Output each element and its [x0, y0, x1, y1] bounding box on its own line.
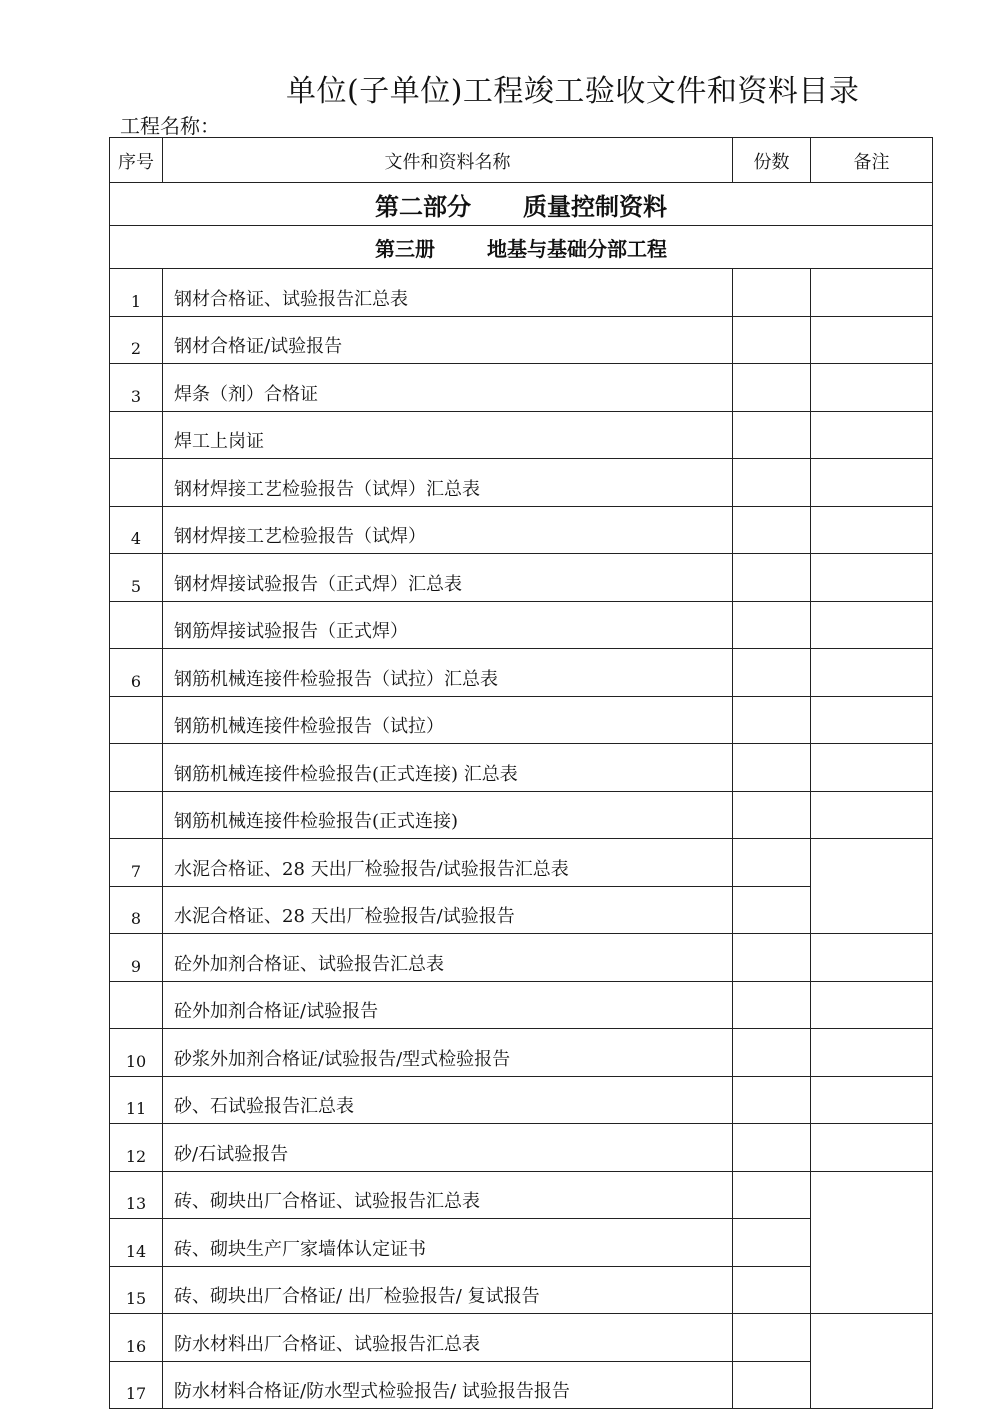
row-copies-cell	[733, 1266, 811, 1314]
row-remarks-cell	[811, 649, 933, 697]
row-remarks-cell	[811, 1076, 933, 1124]
row-copies-cell	[733, 364, 811, 412]
table-row	[110, 1029, 933, 1077]
row-remarks-cell	[811, 934, 933, 982]
row-remarks-cell	[811, 554, 933, 602]
row-remarks-cell	[811, 1219, 933, 1267]
row-copies-cell	[733, 886, 811, 934]
row-number: 3	[110, 364, 163, 412]
row-copies-cell	[733, 744, 811, 792]
row-remarks-cell	[811, 316, 933, 364]
row-document-name: 钢材合格证、试验报告汇总表	[163, 269, 733, 317]
volume-name: 地基与基础分部工程	[487, 236, 667, 261]
table-header-row	[110, 138, 933, 183]
row-number	[110, 744, 163, 792]
row-document-name: 砼外加剂合格证、试验报告汇总表	[163, 934, 733, 982]
row-copies-cell	[733, 839, 811, 887]
row-number	[110, 459, 163, 507]
table-row	[110, 554, 933, 602]
row-remarks-cell	[811, 1314, 933, 1362]
row-remarks-cell	[811, 981, 933, 1029]
header-name: 文件和资料名称	[163, 138, 733, 183]
document-list-table	[109, 137, 933, 1409]
row-remarks-cell	[811, 791, 933, 839]
row-remarks-cell	[811, 1361, 933, 1409]
row-copies-cell	[733, 1171, 811, 1219]
row-number: 4	[110, 506, 163, 554]
row-document-name: 砂、石试验报告汇总表	[163, 1076, 733, 1124]
row-number: 11	[110, 1076, 163, 1124]
row-copies-cell	[733, 1124, 811, 1172]
row-number	[110, 411, 163, 459]
row-remarks-cell	[811, 1029, 933, 1077]
row-number: 17	[110, 1361, 163, 1409]
row-document-name: 砂/石试验报告	[163, 1124, 733, 1172]
row-remarks-cell	[811, 506, 933, 554]
row-copies-cell	[733, 981, 811, 1029]
row-copies-cell	[733, 696, 811, 744]
row-number: 14	[110, 1219, 163, 1267]
row-number: 2	[110, 316, 163, 364]
row-copies-cell	[733, 316, 811, 364]
header-copies: 份数	[733, 138, 811, 183]
table-row	[110, 316, 933, 364]
row-number: 12	[110, 1124, 163, 1172]
table-row	[110, 934, 933, 982]
row-number: 6	[110, 649, 163, 697]
row-document-name: 水泥合格证、28 天出厂检验报告/试验报告	[163, 886, 733, 934]
row-number	[110, 696, 163, 744]
document-title: 单位(子单位)工程竣工验收文件和资料目录	[286, 74, 860, 109]
table-row	[110, 791, 933, 839]
row-document-name: 防水材料出厂合格证、试验报告汇总表	[163, 1314, 733, 1362]
row-document-name: 钢筋机械连接件检验报告(正式连接)	[163, 791, 733, 839]
row-copies-cell	[733, 649, 811, 697]
table-row	[110, 411, 933, 459]
row-number: 5	[110, 554, 163, 602]
row-number: 10	[110, 1029, 163, 1077]
table-row	[110, 601, 933, 649]
row-copies-cell	[733, 1314, 811, 1362]
row-copies-cell	[733, 1361, 811, 1409]
header-seq: 序号	[110, 138, 163, 183]
row-number	[110, 601, 163, 649]
project-name-label: 工程名称：	[120, 114, 220, 138]
row-remarks-cell	[811, 744, 933, 792]
table-row	[110, 1361, 933, 1409]
row-document-name: 钢筋焊接试验报告（正式焊）	[163, 601, 733, 649]
header-remarks: 备注	[811, 138, 933, 183]
row-copies-cell	[733, 554, 811, 602]
row-document-name: 砂浆外加剂合格证/试验报告/型式检验报告	[163, 1029, 733, 1077]
table-row	[110, 269, 933, 317]
part-name: 质量控制资料	[523, 191, 667, 221]
row-remarks-cell	[811, 601, 933, 649]
row-copies-cell	[733, 506, 811, 554]
row-document-name: 钢材焊接试验报告（正式焊）汇总表	[163, 554, 733, 602]
table-row	[110, 364, 933, 412]
table-row	[110, 1314, 933, 1362]
table-row	[110, 1076, 933, 1124]
part-heading	[110, 183, 933, 226]
row-copies-cell	[733, 601, 811, 649]
table-row	[110, 506, 933, 554]
row-document-name: 水泥合格证、28 天出厂检验报告/试验报告汇总表	[163, 839, 733, 887]
table-row	[110, 1171, 933, 1219]
row-remarks-cell	[811, 459, 933, 507]
row-remarks-cell	[811, 411, 933, 459]
row-document-name: 焊工上岗证	[163, 411, 733, 459]
row-number: 16	[110, 1314, 163, 1362]
row-remarks-cell	[811, 696, 933, 744]
row-document-name: 钢筋机械连接件检验报告（试拉）	[163, 696, 733, 744]
table-row	[110, 649, 933, 697]
row-copies-cell	[733, 934, 811, 982]
row-document-name: 砖、砌块出厂合格证/ 出厂检验报告/ 复试报告	[163, 1266, 733, 1314]
row-number: 7	[110, 839, 163, 887]
row-remarks-cell	[811, 886, 933, 934]
table-row	[110, 1219, 933, 1267]
row-number	[110, 981, 163, 1029]
row-document-name: 钢材焊接工艺检验报告（试焊）	[163, 506, 733, 554]
table-row	[110, 459, 933, 507]
row-document-name: 焊条（剂）合格证	[163, 364, 733, 412]
row-document-name: 钢材合格证/试验报告	[163, 316, 733, 364]
row-document-name: 钢筋机械连接件检验报告(正式连接) 汇总表	[163, 744, 733, 792]
volume-heading-row	[110, 226, 933, 269]
row-copies-cell	[733, 269, 811, 317]
row-remarks-cell	[811, 1124, 933, 1172]
row-document-name: 砖、砌块生产厂家墙体认定证书	[163, 1219, 733, 1267]
row-document-name: 钢材焊接工艺检验报告（试焊）汇总表	[163, 459, 733, 507]
row-number: 15	[110, 1266, 163, 1314]
row-document-name: 防水材料合格证/防水型式检验报告/ 试验报告报告	[163, 1361, 733, 1409]
row-remarks-cell	[811, 1266, 933, 1314]
row-copies-cell	[733, 411, 811, 459]
part-label: 第二部分	[375, 191, 471, 221]
row-number: 9	[110, 934, 163, 982]
table-row	[110, 1266, 933, 1314]
row-copies-cell	[733, 1219, 811, 1267]
table-row	[110, 1124, 933, 1172]
row-remarks-cell	[811, 269, 933, 317]
volume-heading	[110, 226, 933, 269]
table-row	[110, 744, 933, 792]
part-heading-row	[110, 183, 933, 226]
row-remarks-cell	[811, 1171, 933, 1219]
row-number: 1	[110, 269, 163, 317]
row-remarks-cell	[811, 364, 933, 412]
row-number: 8	[110, 886, 163, 934]
table-row	[110, 839, 933, 887]
volume-label: 第三册	[375, 236, 435, 261]
table-row	[110, 886, 933, 934]
row-document-name: 钢筋机械连接件检验报告（试拉）汇总表	[163, 649, 733, 697]
table-row	[110, 981, 933, 1029]
row-document-name: 砖、砌块出厂合格证、试验报告汇总表	[163, 1171, 733, 1219]
row-number: 13	[110, 1171, 163, 1219]
row-number	[110, 791, 163, 839]
row-copies-cell	[733, 1076, 811, 1124]
row-remarks-cell	[811, 839, 933, 887]
table-row	[110, 696, 933, 744]
row-copies-cell	[733, 459, 811, 507]
row-copies-cell	[733, 1029, 811, 1077]
row-document-name: 砼外加剂合格证/试验报告	[163, 981, 733, 1029]
row-copies-cell	[733, 791, 811, 839]
